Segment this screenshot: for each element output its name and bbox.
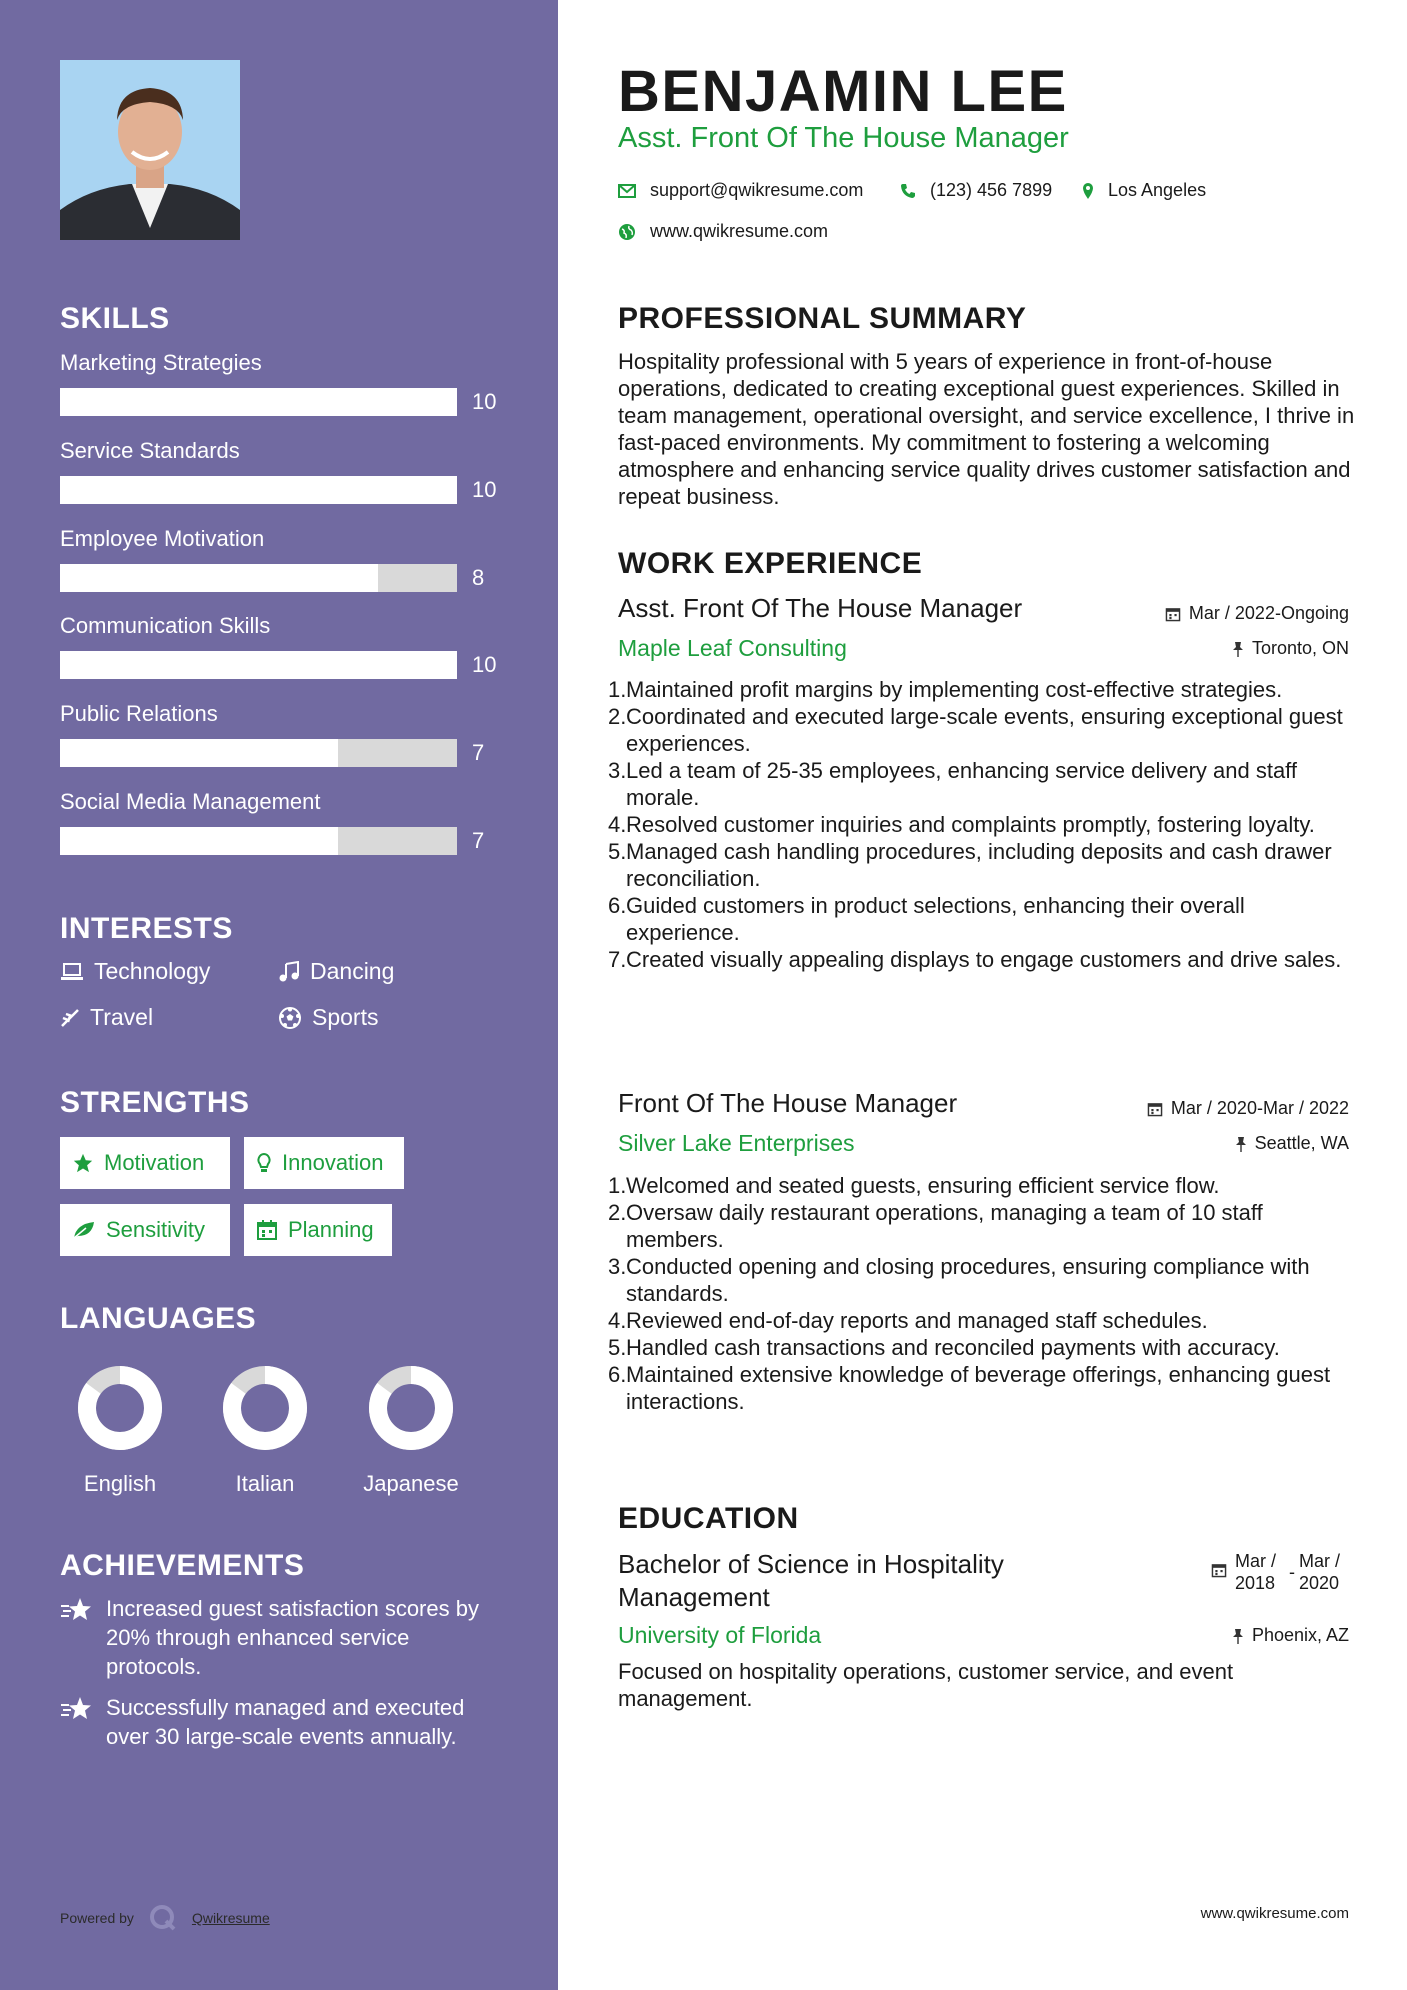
language-item [205,1363,325,1497]
laptop-icon [60,962,84,982]
achievement-text: Successfully managed and executed over 30 large-scale events annually. [106,1695,465,1749]
summary-heading: PROFESSIONAL SUMMARY [618,302,1027,335]
skill-item [60,526,500,592]
candidate-name: BENJAMIN LEE [618,59,1068,124]
job-location-text: Toronto, ON [1251,638,1349,658]
interest-label: Travel [90,1004,154,1030]
powered-by-label: Powered by [60,1910,134,1926]
skill-level: 8 [472,565,485,590]
job-dates-text: Mar / 2022-Ongoing [1188,603,1349,623]
website-text[interactable]: www.qwikresume.com [650,221,829,241]
skill-bar [60,564,457,592]
skill-bar-fill [60,651,457,679]
envelope-icon [618,184,636,198]
language-label: Japanese [363,1471,459,1496]
language-item [60,1363,180,1497]
music-note-icon [278,961,300,983]
skill-bar [60,388,457,416]
language-donut [366,1363,456,1453]
strength-label: Sensitivity [106,1217,206,1242]
list-item: 5.Managed cash handling procedures, including deposits and cash drawer reconciliation. [608,839,1332,891]
language-donut [220,1363,310,1453]
skill-bar-fill [60,739,338,767]
calendar-icon [1211,1562,1227,1578]
star-icon [72,1152,94,1174]
summary-text: Hospitality professional with 5 years of experience in front-of-house operations, dedicated to creating exceptional guest experiences. Skilled in team management, operational oversight, and service excellence, I thrive in fast-paced environments. My commitment to fostering a welcoming atmosphere and enhancing service quality drives customer satisfaction and repeat business. [618,349,1355,509]
list-item: 6.Maintained extensive knowledge of beverage offerings, enhancing guest interactions. [608,1362,1331,1414]
list-item: 1.Maintained profit margins by implementing cost-effective strategies. [608,677,1283,702]
job-title: Asst. Front Of The House Manager [618,593,1023,623]
list-item: 7.Created visually appealing displays to engage customers and drive sales. [608,947,1342,972]
pushpin-icon [1235,1136,1247,1152]
interests-heading: INTERESTS [60,912,233,945]
school-name: University of Florida [618,1622,822,1648]
skill-bar-fill [60,476,457,504]
plane-icon [60,1008,80,1028]
powered-by [60,1903,270,1933]
list-item: 3.Led a team of 25-35 employees, enhancing service delivery and staff morale. [608,758,1297,810]
skill-bar [60,651,457,679]
list-item: 5.Handled cash transactions and reconciled payments with accuracy. [608,1335,1280,1360]
strengths-heading: STRENGTHS [60,1086,250,1119]
skill-bar [60,739,457,767]
list-item: 4.Reviewed end-of-day reports and managed staff schedules. [608,1308,1208,1333]
job-bullets [608,676,1348,973]
main-content [558,0,1407,1990]
skill-bar-fill [60,827,338,855]
strength-label: Innovation [282,1150,384,1175]
skill-name: Service Standards [60,438,240,463]
list-item: 1.Welcomed and seated guests, ensuring efficient service flow. [608,1173,1220,1198]
sidebar [0,0,558,1990]
trophy-star-icon [60,1695,94,1723]
skill-name: Social Media Management [60,789,321,814]
interest-label: Dancing [310,958,395,984]
achievement-item [60,1693,500,1751]
calendar-icon [1147,1101,1163,1117]
achievements-heading: ACHIEVEMENTS [60,1549,305,1582]
strength-chip [60,1137,230,1189]
skill-item [60,701,500,767]
profile-photo [60,60,240,240]
skill-level: 7 [472,740,485,765]
leaf-icon [72,1220,96,1240]
calendar-icon [1165,606,1181,622]
skill-level: 7 [472,828,485,853]
education-location-text: Phoenix, AZ [1251,1625,1349,1645]
qwikresume-logo-icon [148,1903,178,1933]
skill-item [60,350,500,416]
job-company: Silver Lake Enterprises [618,1130,855,1156]
job-location [1235,1133,1349,1154]
strength-label: Planning [288,1217,374,1242]
contact-location [1082,180,1206,201]
language-donut [75,1363,165,1453]
footer-url[interactable]: www.qwikresume.com [1200,1905,1349,1922]
skill-name: Public Relations [60,701,218,726]
powered-by-link[interactable]: Qwikresume [191,1910,270,1926]
contact-phone [900,180,1052,201]
calendar-icon [256,1219,278,1241]
interest-travel [60,1004,153,1031]
skill-bar [60,476,457,504]
list-item: 2.Coordinated and executed large-scale events, ensuring exceptional guest experiences. [608,704,1343,756]
location-text: Los Angeles [1108,180,1207,200]
interest-sports [278,1004,378,1031]
skill-item [60,613,500,679]
skill-bar [60,827,457,855]
pushpin-icon [1232,641,1244,657]
language-item [351,1363,471,1497]
email-text[interactable]: support@qwikresume.com [650,180,864,200]
strength-chip [60,1204,230,1256]
contact-email [618,180,863,201]
pushpin-icon [1232,1628,1244,1644]
education-heading: EDUCATION [618,1502,799,1535]
education-end-date: Mar / 2020 [1299,1551,1341,1593]
language-label: English [83,1471,157,1496]
strength-label: Motivation [104,1150,205,1175]
candidate-title: Asst. Front Of The House Manager [618,122,1069,154]
skill-item [60,789,500,855]
education-dates [1211,1550,1349,1594]
skill-name: Communication Skills [60,613,271,638]
skill-level: 10 [472,389,497,414]
contact-website [618,221,828,242]
interest-label: Sports [312,1004,379,1030]
skill-name: Marketing Strategies [60,350,262,375]
job-dates [1147,1098,1349,1119]
map-pin-icon [1082,182,1094,200]
experience-heading: WORK EXPERIENCE [618,547,923,580]
skill-bar-fill [60,388,457,416]
interest-technology [60,958,210,985]
skill-level: 10 [472,477,497,502]
skills-heading: SKILLS [60,302,170,335]
phone-icon [900,183,916,199]
interest-dancing [278,958,394,985]
languages-heading: LANGUAGES [60,1302,257,1335]
list-item: 6.Guided customers in product selections, enhancing their overall experience. [608,893,1245,945]
strength-chip [244,1137,404,1189]
trophy-star-icon [60,1596,94,1624]
strength-chip [244,1204,392,1256]
job-location [1232,638,1349,659]
skill-item [60,438,500,504]
list-item: 3.Conducted opening and closing procedures, ensuring compliance with standards. [608,1254,1310,1306]
skill-level: 10 [472,652,497,677]
job-dates-text: Mar / 2020-Mar / 2022 [1170,1098,1349,1118]
date-separator: - [1289,1562,1295,1582]
job-location-text: Seattle, WA [1254,1133,1349,1153]
soccer-ball-icon [278,1006,302,1030]
job-title: Front Of The House Manager [618,1088,958,1118]
education-location [1232,1625,1349,1646]
language-label: Italian [235,1471,295,1496]
education-start-date: Mar / 2018 [1235,1551,1277,1593]
interest-label: Technology [94,958,211,984]
degree-title: Bachelor of Science in Hospitality Management [618,1549,1004,1612]
achievement-text: Increased guest satisfaction scores by 20% through enhanced service protocols. [106,1596,479,1679]
education-description: Focused on hospitality operations, customer service, and event management. [618,1659,1234,1711]
job-dates [1165,603,1349,624]
lightbulb-icon [256,1152,272,1174]
job-bullets [608,1172,1348,1415]
achievement-item [60,1594,500,1681]
globe-icon [618,223,636,241]
skill-name: Employee Motivation [60,526,265,551]
list-item: 2.Oversaw daily restaurant operations, managing a team of 10 staff members. [608,1200,1263,1252]
skill-bar-fill [60,564,378,592]
list-item: 4.Resolved customer inquiries and complaints promptly, fostering loyalty. [608,812,1315,837]
job-company: Maple Leaf Consulting [618,635,847,661]
phone-text: (123) 456 7899 [930,180,1053,200]
